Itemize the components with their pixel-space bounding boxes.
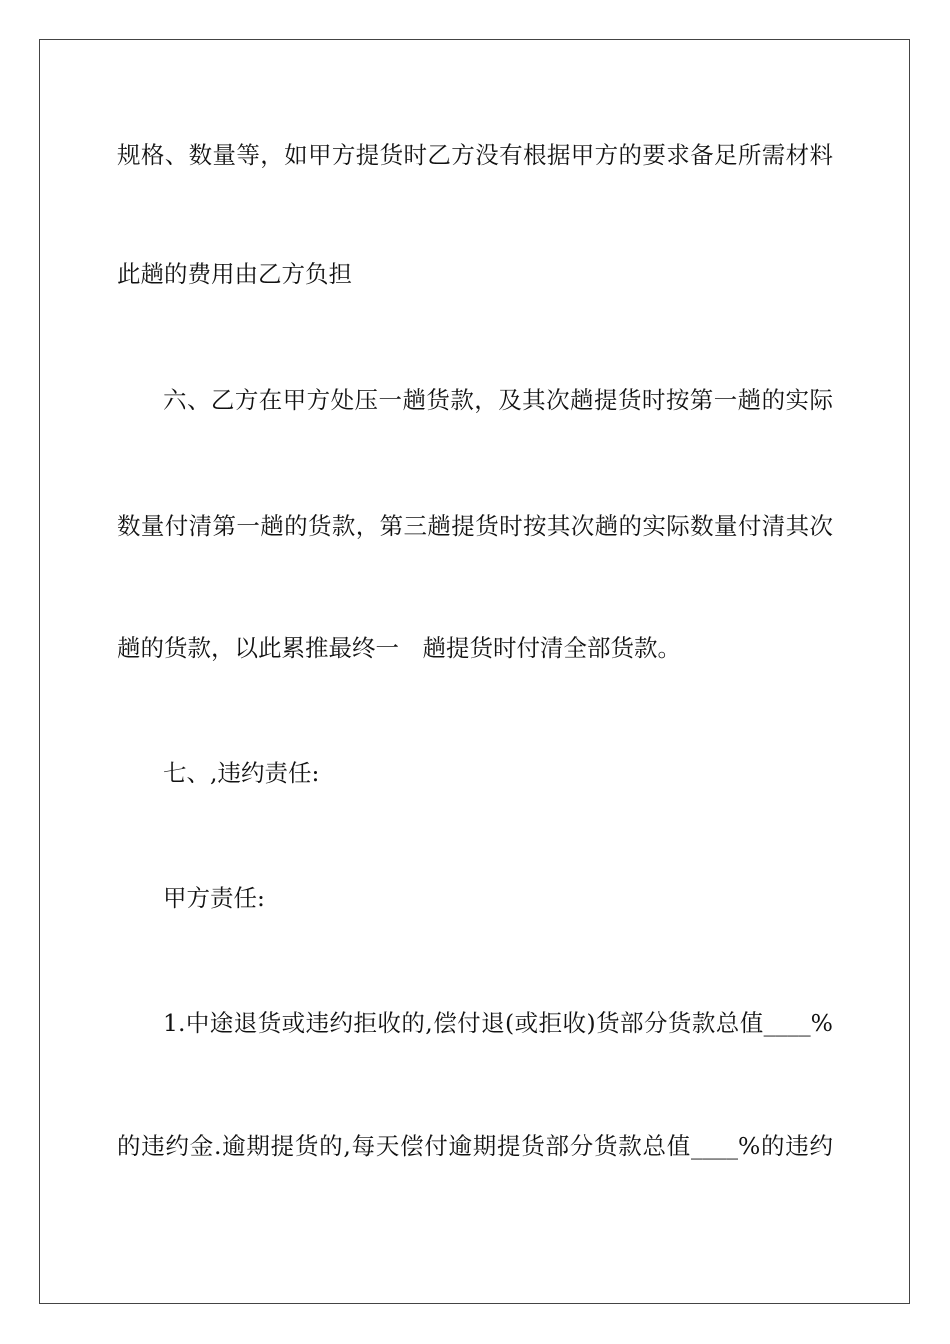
text-line-3: 六、乙方在甲方处压一趟货款，及其次趟提货时按第一趟的实际 bbox=[163, 386, 833, 414]
text-line-8: 1.中途退货或违约拒收的,偿付退(或拒收)货部分货款总值____% bbox=[163, 1009, 833, 1037]
section-heading-liability: 七、,违约责任: bbox=[163, 759, 320, 787]
text-line-9: 的违约金.逾期提货的,每天偿付逾期提货部分货款总值____%的违约 bbox=[117, 1132, 833, 1160]
text-line-5: 趟的货款，以此累推最终一 趟提货时付清全部货款。 bbox=[117, 634, 681, 662]
page-border bbox=[39, 39, 910, 1304]
text-line-1: 规格、数量等，如甲方提货时乙方没有根据甲方的要求备足所需材料 bbox=[117, 141, 833, 169]
text-line-2: 此趟的费用由乙方负担 bbox=[117, 260, 352, 288]
text-line-4: 数量付清第一趟的货款，第三趟提货时按其次趟的实际数量付清其次 bbox=[117, 512, 833, 540]
subheading-party-a-liability: 甲方责任: bbox=[163, 884, 265, 912]
